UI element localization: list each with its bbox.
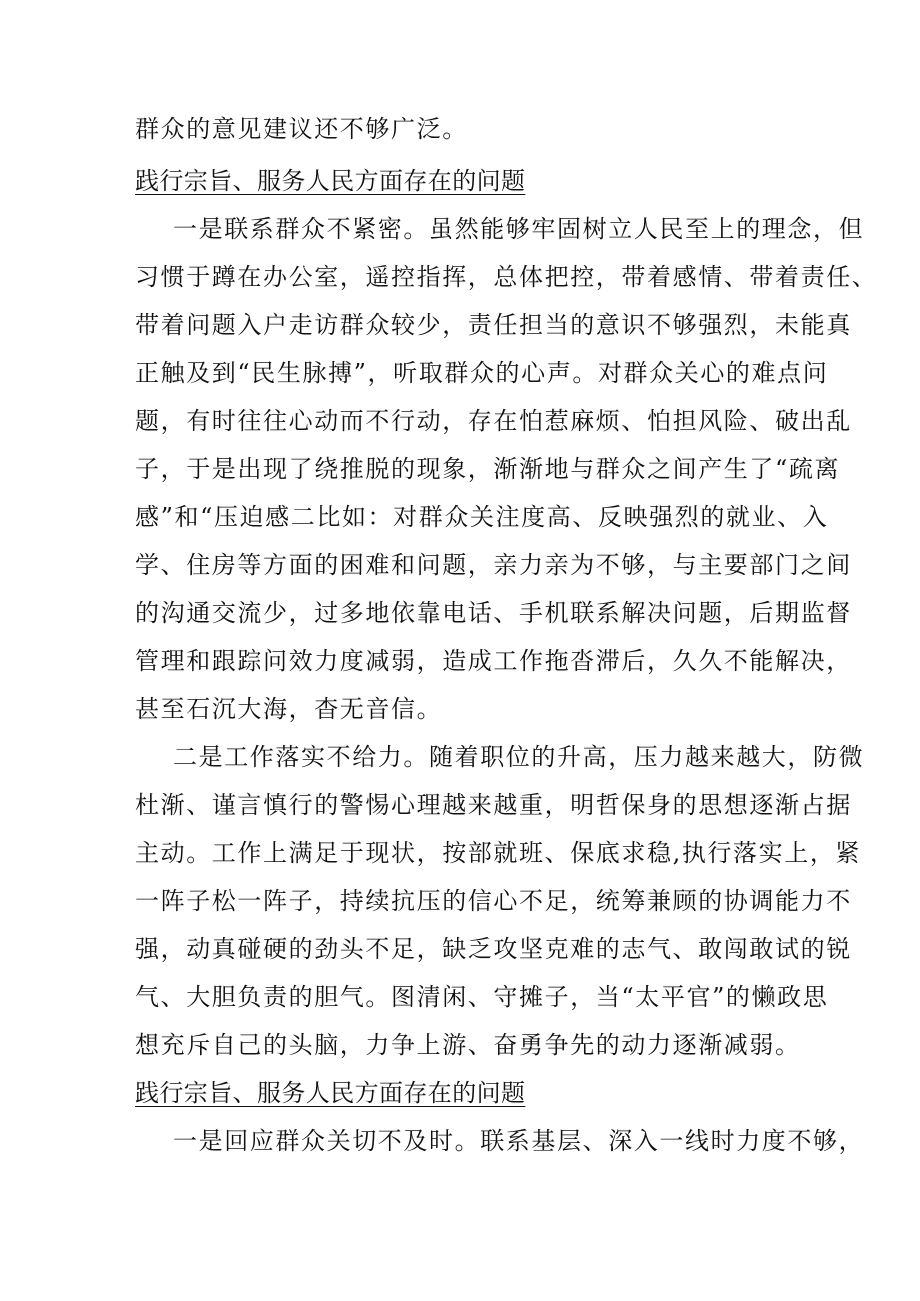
paragraph-line: 一阵子松一阵子，持续抗压的信心不足，统筹兼顾的协调能力不 [135, 887, 852, 915]
paragraph-line: 的沟通交流少，过多地依靠电话、手机联系解决问题，后期监督 [135, 599, 852, 627]
paragraph-line: 带着问题入户走访群众较少，责任担当的意识不够强烈，未能真 [135, 311, 852, 339]
paragraph-line: 一是回应群众关切不及时。联系基层、深入一线时力度不够， [173, 1127, 865, 1155]
paragraph-line: 甚至石沉大海，杳无音信。 [135, 695, 443, 723]
paragraph-line: 管理和跟踪问效力度减弱，造成工作拖沓滞后，久久不能解决， [135, 647, 852, 675]
paragraph-line: 气、大胆负责的胆气。图清闲、守摊子，当“太平官”的懒政思 [135, 983, 829, 1011]
paragraph-line: 一是联系群众不紧密。虽然能够牢固树立人民至上的理念，但 [173, 215, 865, 243]
paragraph-line: 二是工作落实不给力。随着职位的升高，压力越来越大，防微 [173, 743, 865, 771]
paragraph-line: 习惯于蹲在办公室，遥控指挥，总体把控，带着感情、带着责任、 [135, 263, 878, 291]
paragraph-line: 杜渐、谨言慎行的警惕心理越来越重，明哲保身的思想逐渐占据 [135, 791, 852, 819]
paragraph-line: 子，于是出现了绕推脱的现象，渐渐地与群众之间产生了“疏离 [135, 455, 841, 483]
paragraph-line: 主动。工作上满足于现状，按部就班、保底求稳,执行落实上，紧 [135, 839, 862, 867]
paragraph-line: 题，有时往往心动而不行动，存在怕惹麻烦、怕担风险、破出乱 [135, 407, 852, 435]
paragraph-line: 想充斥自己的头脑，力争上游、奋勇争先的动力逐渐减弱。 [135, 1031, 801, 1059]
section-1-heading: 践行宗旨、服务人民方面存在的问题 [135, 167, 526, 195]
section-2-heading: 践行宗旨、服务人民方面存在的问题 [135, 1079, 526, 1107]
paragraph-line: 学、住房等方面的困难和问题，亲力亲为不够，与主要部门之间 [135, 551, 852, 579]
paragraph-line: 强，动真碰硬的劲头不足，缺乏攻坚克难的志气、敢闯敢试的锐 [135, 935, 852, 963]
intro-tail-line: 群众的意见建议还不够广泛。 [135, 115, 468, 143]
paragraph-line: 正触及到“民生脉搏”，听取群众的心声。对群众关心的难点问 [135, 359, 829, 387]
paragraph-line: 感”和“压迫感二比如：对群众关注度高、反映强烈的就业、入 [135, 503, 829, 531]
